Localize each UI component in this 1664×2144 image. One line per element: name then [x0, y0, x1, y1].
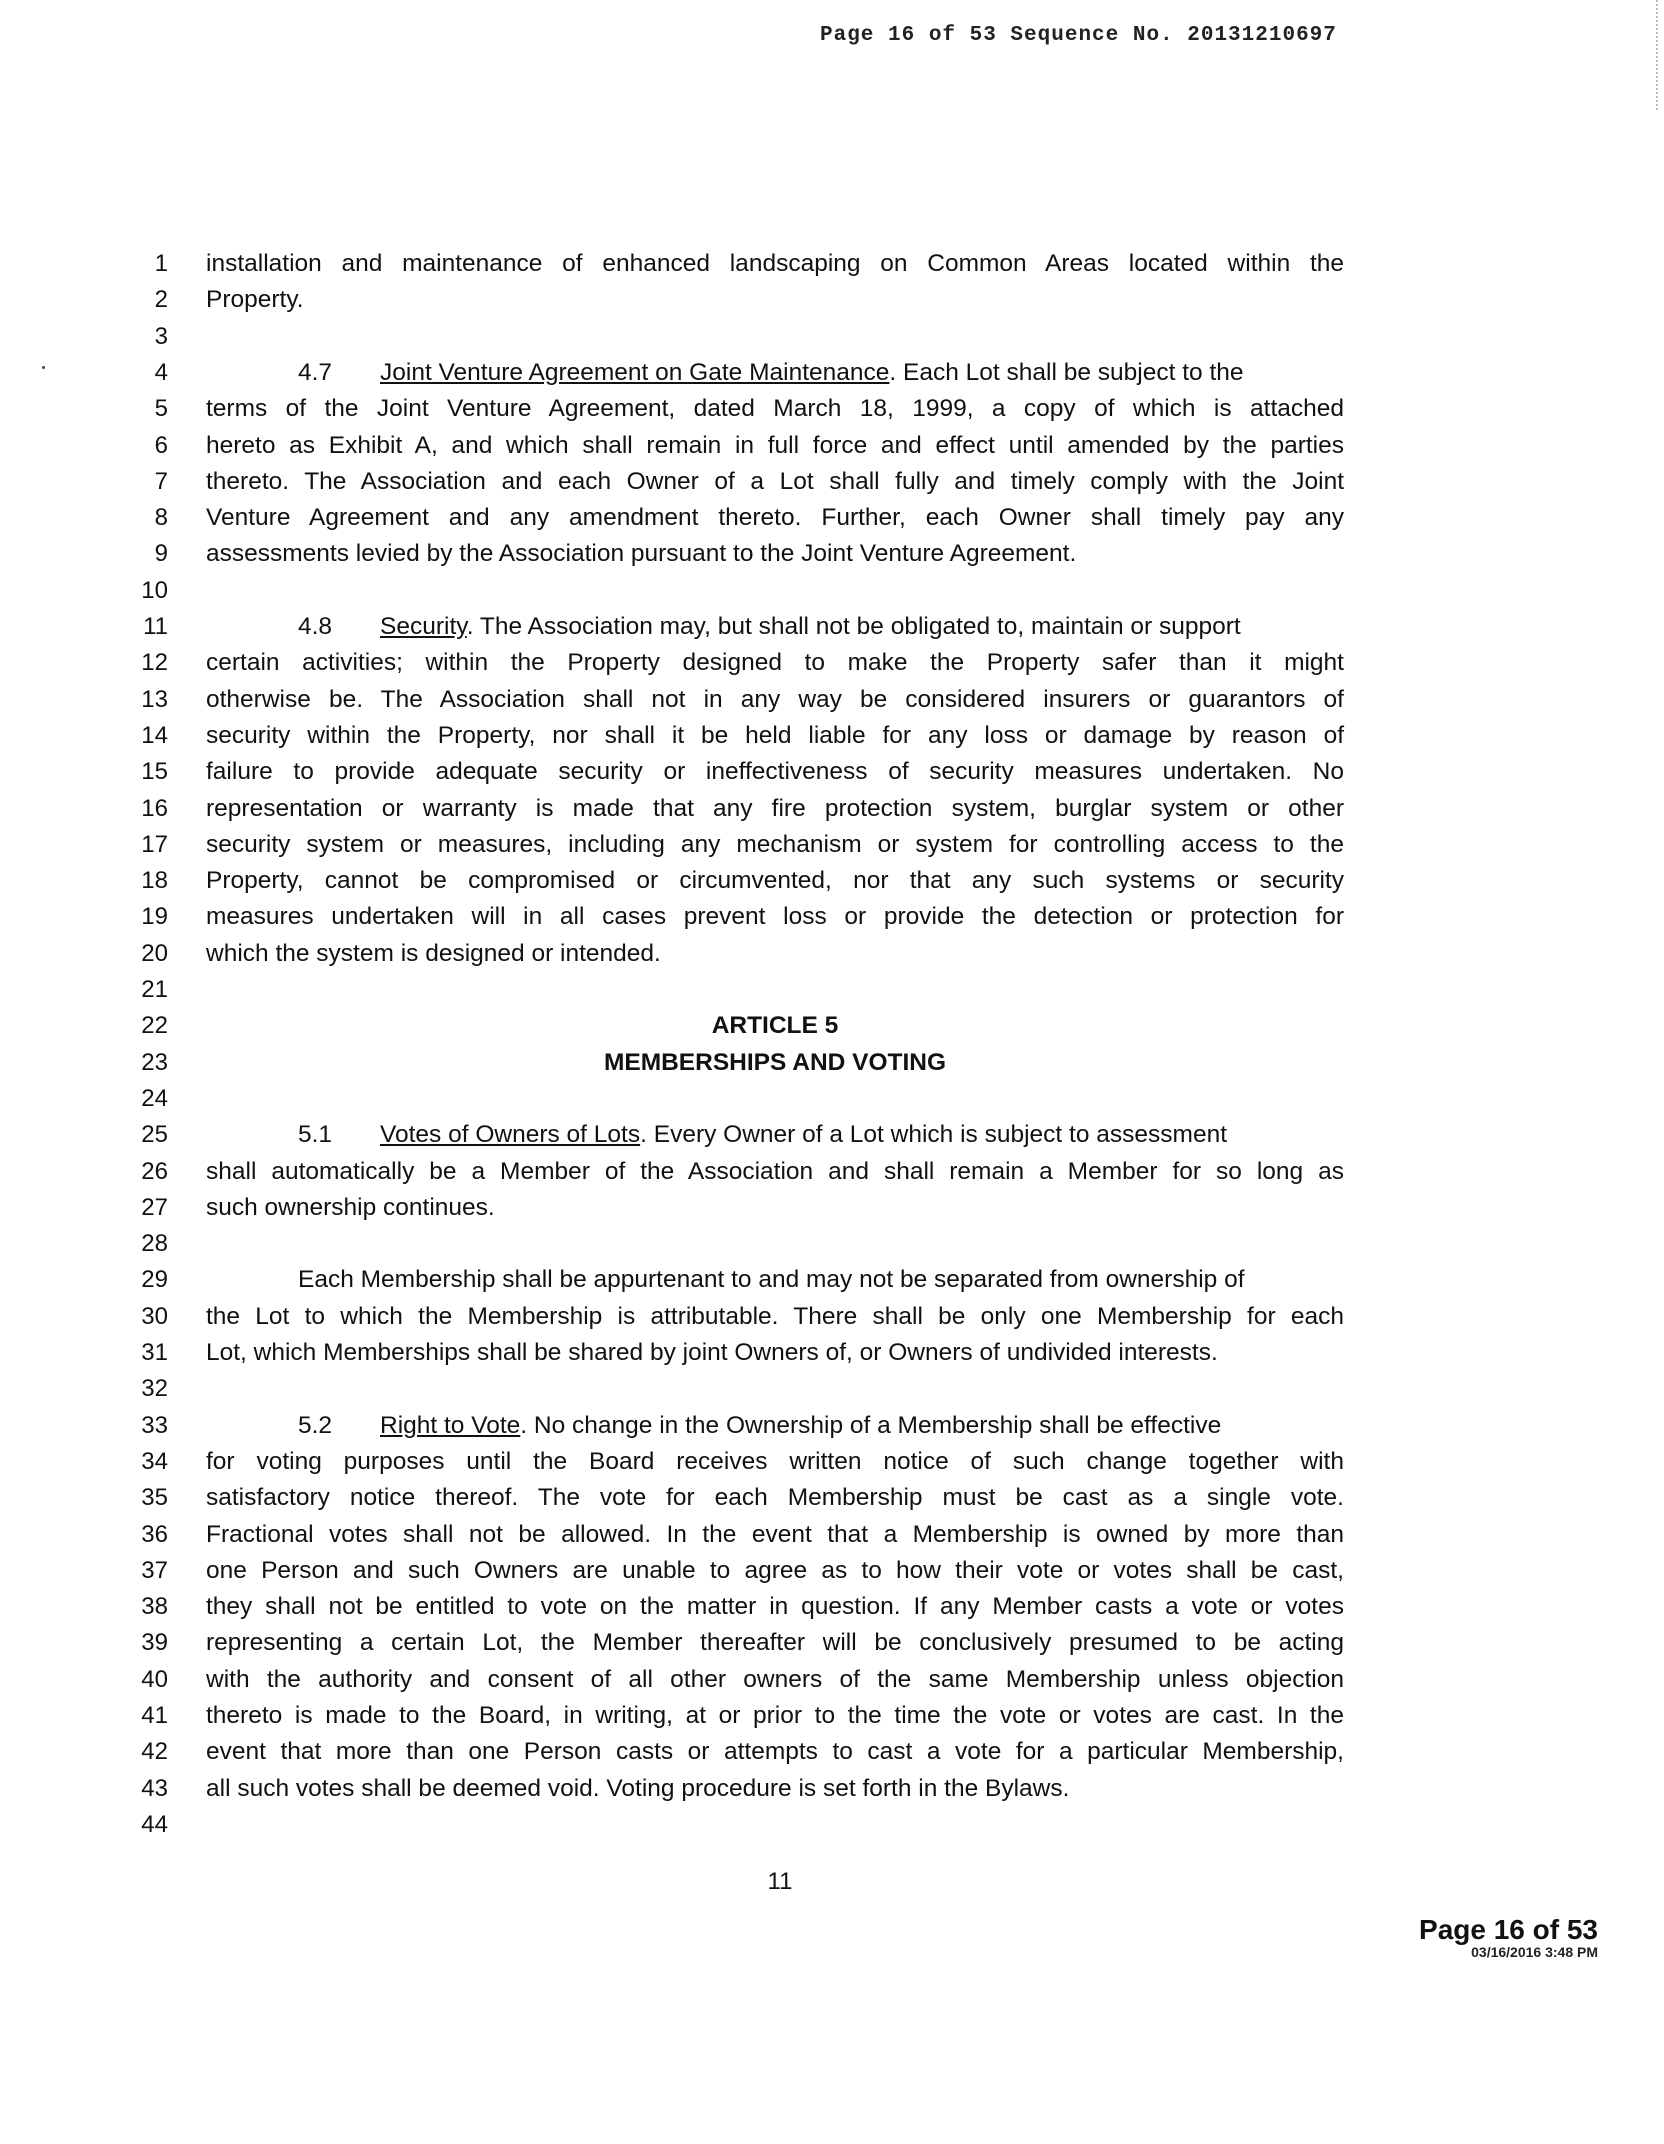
body-text-line: the Lot to which the Membership is attributable. There shall be only one Membership for each: [206, 1302, 1344, 1330]
line-number: 11: [143, 613, 168, 640]
line-number: 13: [141, 685, 168, 713]
line-number: 38: [141, 1593, 168, 1621]
body-text-line: they shall not be entitled to vote on the matter in question. If any Member casts a vote or votes: [206, 1593, 1344, 1621]
article-heading: ARTICLE 5: [711, 1012, 839, 1040]
line-number: 21: [141, 976, 168, 1003]
section-first-line: [298, 609, 1344, 645]
document-line: [0, 1553, 1664, 1589]
body-text-line: Property, cannot be compromised or circumvented, nor that any such systems or security: [206, 867, 1344, 895]
section-first-line: [298, 1117, 1344, 1153]
stamp-page-count: Page 16 of 53: [1419, 1914, 1598, 1945]
line-number: 43: [141, 1774, 168, 1802]
body-text-line: Venture Agreement and any amendment thereto. Further, each Owner shall timely pay any: [206, 504, 1344, 532]
body-text-line: Property.: [206, 286, 304, 314]
body-text-line: certain activities; within the Property designed to make the Property safer than it might: [206, 649, 1344, 677]
line-number: 10: [141, 576, 168, 604]
document-line: [0, 645, 1664, 681]
body-text-line: for voting purposes until the Board receives written notice of such change together with: [206, 1447, 1344, 1475]
line-number: 39: [141, 1629, 168, 1657]
document-line: [0, 1698, 1664, 1734]
document-line: [0, 319, 1664, 355]
document-line: [0, 972, 1664, 1008]
document-line: [0, 1081, 1664, 1117]
body-text-line: representation or warranty is made that any fire protection system, burglar system or other: [206, 794, 1344, 822]
section-text: . Each Lot shall be subject to the: [889, 358, 1244, 386]
line-number: 7: [154, 467, 168, 495]
line-number: 24: [141, 1084, 168, 1112]
body-text-line: otherwise be. The Association shall not in any way be considered insurers or guarantors of: [206, 685, 1344, 713]
line-number: 14: [141, 721, 168, 749]
body-text-line: Lot, which Memberships shall be shared by joint Owners of, or Owners of undivided interests.: [206, 1339, 1218, 1366]
line-number: 18: [141, 867, 168, 895]
body-text-line: failure to provide adequate security or ineffectiveness of security measures undertaken. No: [206, 758, 1344, 786]
line-number: 3: [154, 322, 168, 350]
line-number: 37: [141, 1556, 168, 1584]
line-number: 42: [141, 1738, 168, 1766]
document-line: [0, 1589, 1664, 1625]
recording-header: Page 16 of 53 Sequence No. 20131210697: [820, 24, 1337, 47]
document-line: [0, 246, 1664, 282]
line-number: 40: [141, 1665, 168, 1693]
page-number: 11: [767, 1868, 793, 1895]
body-text-line: thereto. The Association and each Owner of a Lot shall fully and timely comply with the Joint: [206, 467, 1344, 495]
stamp-datetime: 03/16/2016 3:48 PM: [1471, 1944, 1598, 1960]
document-line: [0, 536, 1664, 572]
line-number: 28: [141, 1230, 168, 1258]
section-number: 4.8: [298, 613, 333, 640]
line-number: 23: [141, 1048, 168, 1076]
line-number: 34: [141, 1447, 168, 1475]
line-number: 19: [141, 903, 168, 931]
line-number: 9: [154, 540, 168, 568]
section-first-line: [298, 355, 1344, 391]
document-line: [0, 1662, 1664, 1698]
document-line: [0, 1517, 1664, 1553]
body-text-line: security system or measures, including any mechanism or system for controlling access to the: [206, 830, 1344, 858]
paragraph-first-line: Each Membership shall be appurtenant to and may not be separated from ownership of: [298, 1266, 1245, 1294]
page-stamp: [1340, 1914, 1598, 1960]
body-text-line: assessments levied by the Association pursuant to the Joint Venture Agreement.: [206, 540, 1077, 568]
line-number: 16: [141, 794, 168, 822]
body-text-line: shall automatically be a Member of the Association and shall remain a Member for so long as: [206, 1157, 1344, 1185]
line-number: 30: [141, 1302, 168, 1330]
document-line: [0, 1154, 1664, 1190]
line-number: 31: [141, 1339, 168, 1366]
scan-edge-artifact: [1654, 0, 1658, 110]
body-text-line: with the authority and consent of all other owners of the same Membership unless objection: [206, 1665, 1344, 1693]
document-line: [0, 1117, 1664, 1153]
line-number: 44: [141, 1810, 168, 1838]
document-line: [0, 500, 1664, 536]
section-text: . No change in the Ownership of a Membership shall be effective: [520, 1411, 1222, 1439]
document-line: [0, 682, 1664, 718]
section-title: Security: [380, 613, 467, 640]
document-line: [0, 718, 1664, 754]
document-line: [0, 1371, 1664, 1407]
document-line: [0, 391, 1664, 427]
document-line: [0, 936, 1664, 972]
line-number: 29: [141, 1266, 168, 1294]
document-line: [0, 609, 1664, 645]
line-number: 26: [141, 1157, 168, 1185]
line-number: 2: [154, 286, 168, 314]
section-title: Votes of Owners of Lots: [380, 1121, 641, 1149]
line-number: 27: [141, 1193, 168, 1221]
line-number: 33: [141, 1411, 168, 1439]
section-title: Right to Vote: [380, 1411, 521, 1439]
body-text-line: thereto is made to the Board, in writing, at or prior to the time the vote or votes are cast. In the: [206, 1702, 1344, 1729]
section-text: . The Association may, but shall not be obligated to, maintain or support: [466, 613, 1241, 640]
document-line: [0, 863, 1664, 899]
document-line: [0, 1807, 1664, 1843]
body-text-line: all such votes shall be deemed void. Voting procedure is set forth in the Bylaws.: [206, 1774, 1070, 1802]
line-number: 35: [141, 1484, 168, 1512]
line-number: 36: [141, 1520, 168, 1548]
section-number: 5.1: [298, 1121, 333, 1149]
line-number: 6: [154, 431, 168, 459]
document-line: [0, 355, 1664, 391]
document-line: [0, 1335, 1664, 1371]
document-line: [0, 1480, 1664, 1516]
body-text-line: representing a certain Lot, the Member thereafter will be conclusively presumed to be acting: [206, 1629, 1344, 1657]
document-line: [0, 1771, 1664, 1807]
document-line: [0, 827, 1664, 863]
body-text-line: which the system is designed or intended.: [206, 939, 661, 967]
article-heading: MEMBERSHIPS AND VOTING: [603, 1048, 947, 1076]
document-line: [0, 464, 1664, 500]
line-number: 32: [141, 1375, 168, 1403]
body-text-line: such ownership continues.: [206, 1193, 495, 1221]
document-line: [0, 754, 1664, 790]
body-text-line: security within the Property, nor shall it be held liable for any loss or damage by reason of: [206, 721, 1344, 749]
line-number: 22: [141, 1012, 168, 1040]
section-number: 5.2: [298, 1411, 333, 1439]
section-text: . Every Owner of a Lot which is subject to assessment: [640, 1121, 1227, 1149]
body-text-line: hereto as Exhibit A, and which shall remain in full force and effect until amended by the parties: [206, 431, 1344, 459]
document-line: [0, 1045, 1664, 1081]
body-text-line: terms of the Joint Venture Agreement, dated March 18, 1999, a copy of which is attached: [206, 395, 1344, 423]
line-number: 12: [141, 649, 168, 677]
document-line: [0, 573, 1664, 609]
document-line: [0, 1299, 1664, 1335]
document-line: [0, 1226, 1664, 1262]
document-line: [0, 428, 1664, 464]
line-number: 17: [141, 830, 168, 858]
line-number: 8: [154, 504, 168, 532]
document-line: [0, 1408, 1664, 1444]
line-number: 15: [141, 758, 168, 786]
document-line: [0, 1734, 1664, 1770]
body-text-line: Fractional votes shall not be allowed. In the event that a Membership is owned by more than: [206, 1520, 1344, 1548]
document-line: [0, 791, 1664, 827]
body-text-line: measures undertaken will in all cases prevent loss or provide the detection or protection for: [206, 903, 1344, 931]
line-number: 20: [141, 939, 168, 967]
document-line: [0, 1625, 1664, 1661]
body-text-line: one Person and such Owners are unable to agree as to how their vote or votes shall be cast,: [206, 1556, 1344, 1584]
line-number: 4: [154, 358, 168, 386]
document-line: [0, 899, 1664, 935]
body-text-line: event that more than one Person casts or attempts to cast a vote for a particular Membership,: [206, 1738, 1344, 1766]
section-title: Joint Venture Agreement on Gate Maintenance: [380, 358, 890, 386]
document-line: [0, 1190, 1664, 1226]
body-text-line: installation and maintenance of enhanced landscaping on Common Areas located within the: [206, 250, 1344, 277]
line-number: 1: [154, 250, 168, 277]
document-line: [0, 1008, 1664, 1044]
section-first-line: [298, 1408, 1344, 1444]
section-number: 4.7: [298, 358, 333, 386]
line-number: 41: [141, 1702, 168, 1729]
line-number: 25: [141, 1121, 168, 1149]
document-line: [0, 282, 1664, 318]
document-line: [0, 1444, 1664, 1480]
line-number: 5: [154, 395, 168, 423]
body-text-line: satisfactory notice thereof. The vote for each Membership must be cast as a single vote.: [206, 1484, 1344, 1512]
document-line: [0, 1262, 1664, 1298]
